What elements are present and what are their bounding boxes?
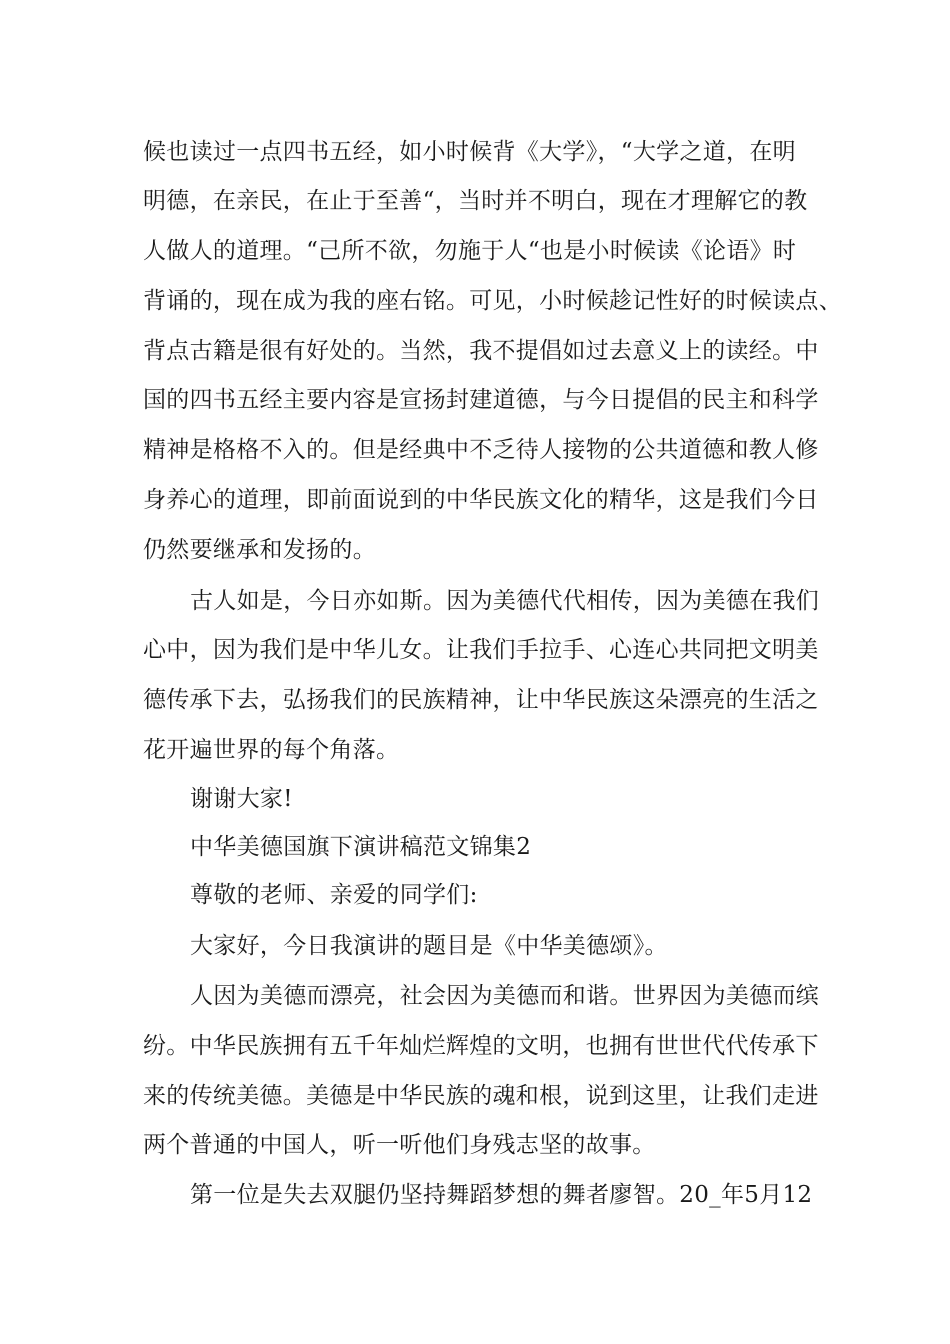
text-line: 第一位是失去双腿仍坚持舞蹈梦想的舞者廖智。20_年5月12 [190, 1182, 813, 1208]
text-line: 国的四书五经主要内容是宣扬封建道德，与今日提倡的民主和科学 [143, 387, 819, 413]
text-line: 两个普通的中国人，听一听他们身残志坚的故事。 [143, 1132, 656, 1158]
text-line: 人因为美德而漂亮，社会因为美德而和谐。世界因为美德而缤 [190, 983, 820, 1009]
text-line: 明德，在亲民，在止于至善“，当时并不明白，现在才理解它的教 [143, 188, 808, 214]
text-line: 古人如是，今日亦如斯。因为美德代代相传，因为美德在我们 [190, 588, 820, 614]
greeting: 大家好，今日我演讲的题目是《中华美德颂》。 [190, 933, 668, 959]
text-line: 花开遍世界的每个角落。 [143, 737, 400, 763]
text-line: 身养心的道理，即前面说到的中华民族文化的精华，这是我们今日 [143, 487, 819, 513]
text-line: 候也读过一点四书五经，如小时候背《大学》，“大学之道，在明 [143, 139, 796, 165]
salutation: 尊敬的老师、亲爱的同学们: [190, 882, 478, 908]
text-line: 心中，因为我们是中华儿女。让我们手拉手、心连心共同把文明美 [143, 637, 819, 663]
text-line: 人做人的道理。“己所不欲，勿施于人“也是小时候读《论语》时 [143, 238, 797, 264]
text-line: 背诵的，现在成为我的座右铭。可见，小时候趁记性好的时候读点、 [143, 288, 842, 314]
section-title: 中华美德国旗下演讲稿范文锦集2 [190, 834, 532, 860]
text-line: 纷。中华民族拥有五千年灿烂辉煌的文明，也拥有世世代代传承下 [143, 1033, 819, 1059]
text-line: 德传承下去，弘扬我们的民族精神，让中华民族这朵漂亮的生活之 [143, 687, 819, 713]
text-line: 背点古籍是很有好处的。当然，我不提倡如过去意义上的读经。中 [143, 338, 819, 364]
text-line: 仍然要继承和发扬的。 [143, 537, 376, 563]
closing-thanks: 谢谢大家! [190, 786, 293, 812]
text-line: 来的传统美德。美德是中华民族的魂和根，说到这里，让我们走进 [143, 1083, 819, 1109]
text-line: 精神是格格不入的。但是经典中不乏待人接物的公共道德和教人修 [143, 437, 819, 463]
